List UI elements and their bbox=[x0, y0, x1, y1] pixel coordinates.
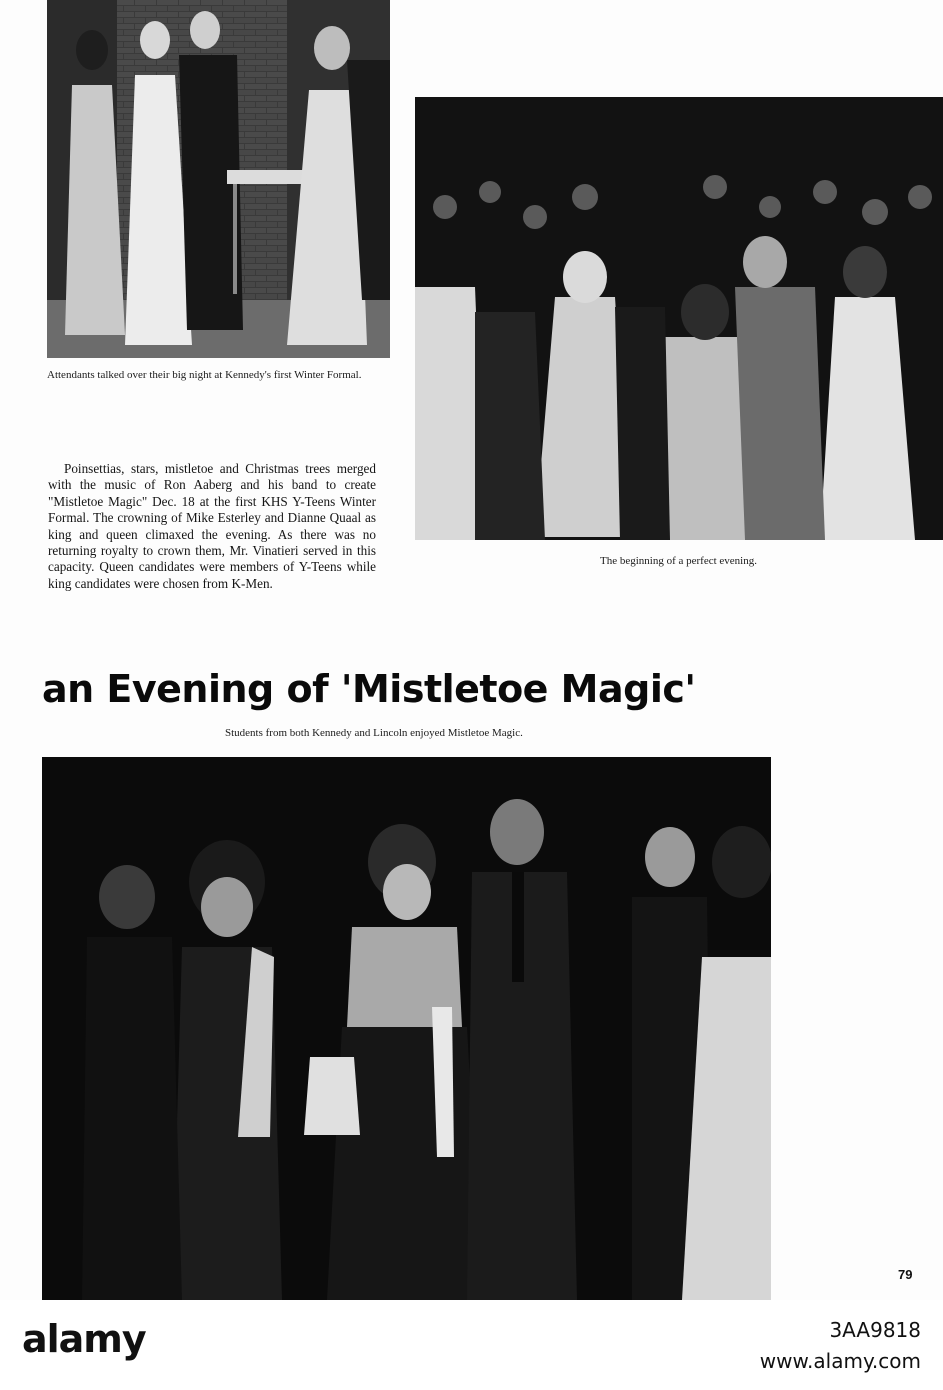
photo-students bbox=[42, 757, 771, 1300]
photo-attendants bbox=[47, 0, 390, 358]
watermark-url: www.alamy.com bbox=[759, 1349, 921, 1373]
photo-attendants-illustration bbox=[47, 0, 390, 358]
photo-dance-floor-illustration bbox=[415, 97, 943, 540]
watermark-image-id: 3AA9818 bbox=[829, 1318, 921, 1342]
caption-attendants: Attendants talked over their big night at Kennedy's first Winter Formal. bbox=[47, 369, 362, 381]
caption-students: Students from both Kennedy and Lincoln enjoyed Mistletoe Magic. bbox=[225, 727, 523, 739]
photo-students-illustration bbox=[42, 757, 771, 1300]
photo-dance-floor bbox=[415, 97, 943, 540]
watermark-logo: alamy bbox=[22, 1317, 146, 1361]
page-number: 79 bbox=[898, 1267, 913, 1282]
article-body: Poinsettias, stars, mistletoe and Christmas trees merged with the music of Ron Aaberg and his band to create "Mistletoe Magic" Dec. 18 at the first KHS Y-Teens Winter Formal. The crowning of Mike Esterley and Dianne Quaal as king and queen climaxed the evening. As there was no returning royalty to crown them, Mr. Vinatieri served in this capacity. Queen candidates were members of Y-Teens while king candidates were chosen from K-Men. bbox=[48, 461, 376, 591]
caption-dance-floor: The beginning of a perfect evening. bbox=[600, 555, 757, 567]
page-headline: an Evening of 'Mistletoe Magic' bbox=[42, 667, 696, 711]
